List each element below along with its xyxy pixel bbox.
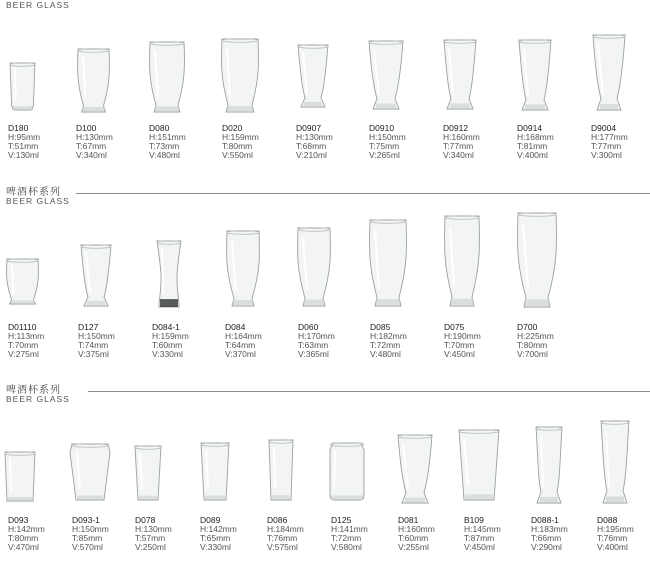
product-label-d020 xyxy=(222,124,259,160)
product-spec-h: H:141mm xyxy=(331,524,368,534)
product-spec-t: T:60mm xyxy=(398,533,429,543)
glass-image-d700 xyxy=(516,213,558,307)
product-spec-v: V:290ml xyxy=(531,542,562,552)
product-spec-t: T:76mm xyxy=(267,533,298,543)
product-label-d125 xyxy=(331,516,368,552)
product-spec-v: V:340ml xyxy=(76,150,107,160)
product-spec-t: T:72mm xyxy=(370,340,401,350)
glass-image-d093-1 xyxy=(70,444,110,500)
product-spec-t: T:77mm xyxy=(443,141,474,151)
product-spec-h: H:183mm xyxy=(531,524,568,534)
product-label-d084-1 xyxy=(152,323,189,359)
product-code: D060 xyxy=(298,322,319,332)
product-spec-h: H:160mm xyxy=(398,524,435,534)
product-code: D01110 xyxy=(8,322,37,332)
product-code: D084-1 xyxy=(152,322,180,332)
product-spec-v: V:470ml xyxy=(8,542,39,552)
glass-image-d100 xyxy=(76,49,111,112)
product-label-d01110 xyxy=(8,323,44,359)
product-code: D0912 xyxy=(443,123,469,133)
glass-image-b109 xyxy=(457,430,501,500)
product-spec-v: V:575ml xyxy=(267,542,298,552)
product-code: D127 xyxy=(78,322,99,332)
product-spec-t: T:65mm xyxy=(200,533,231,543)
glass-image-d081 xyxy=(396,435,434,503)
glass-image-d020 xyxy=(220,39,260,112)
glass-image-d085 xyxy=(368,220,408,306)
product-spec-h: H:159mm xyxy=(152,331,189,341)
glass-image-d086 xyxy=(267,440,295,500)
product-code: D084 xyxy=(225,322,246,332)
glass-image-d093 xyxy=(3,452,37,501)
product-spec-h: H:184mm xyxy=(267,524,304,534)
product-label-d060 xyxy=(298,323,335,359)
glass-image-d01110 xyxy=(5,259,40,304)
product-spec-t: T:75mm xyxy=(369,141,400,151)
glass-image-d9004 xyxy=(591,35,627,110)
product-label-d085 xyxy=(370,323,407,359)
product-spec-h: H:150mm xyxy=(369,132,406,142)
product-spec-v: V:330ml xyxy=(200,542,231,552)
product-spec-v: V:255ml xyxy=(398,542,429,552)
product-spec-h: H:164mm xyxy=(225,331,262,341)
product-code: D075 xyxy=(444,322,465,332)
product-spec-h: H:95mm xyxy=(8,132,41,142)
product-spec-t: T:80mm xyxy=(8,533,39,543)
product-spec-h: H:145mm xyxy=(464,524,501,534)
product-spec-h: H:142mm xyxy=(200,524,237,534)
glass-image-d084-1 xyxy=(155,241,183,307)
product-code: D700 xyxy=(517,322,538,332)
product-label-d700 xyxy=(517,323,554,359)
product-spec-h: H:151mm xyxy=(149,132,186,142)
product-spec-t: T:80mm xyxy=(517,340,548,350)
product-label-d088-1 xyxy=(531,516,568,552)
product-spec-v: V:265ml xyxy=(369,150,400,160)
section-3-title-en: BEER GLASS xyxy=(6,394,70,404)
product-code: D180 xyxy=(8,123,29,133)
product-label-d081 xyxy=(398,516,435,552)
product-label-d9004 xyxy=(591,124,628,160)
product-spec-t: T:73mm xyxy=(149,141,180,151)
product-spec-h: H:177mm xyxy=(591,132,628,142)
glass-image-d084 xyxy=(225,231,261,306)
section-2-divider xyxy=(76,193,650,194)
product-code: B109 xyxy=(464,515,484,525)
glass-image-d088 xyxy=(599,421,631,503)
product-label-d089 xyxy=(200,516,237,552)
section-2-title-en: BEER GLASS xyxy=(6,196,70,206)
glass-image-d180 xyxy=(8,63,37,110)
product-code: D125 xyxy=(331,515,352,525)
product-spec-v: V:210ml xyxy=(296,150,327,160)
product-label-d0914 xyxy=(517,124,554,160)
product-spec-v: V:550ml xyxy=(222,150,253,160)
section-1-title-en: BEER GLASS xyxy=(6,0,70,10)
section-3-divider xyxy=(88,391,650,392)
product-spec-v: V:450ml xyxy=(464,542,495,552)
product-code: D093-1 xyxy=(72,515,100,525)
product-spec-v: V:400ml xyxy=(597,542,628,552)
product-spec-t: T:80mm xyxy=(222,141,253,151)
glass-image-d080 xyxy=(148,42,186,112)
product-spec-t: T:72mm xyxy=(331,533,362,543)
glass-image-d089 xyxy=(199,443,231,500)
glass-image-d060 xyxy=(296,228,332,306)
product-spec-t: T:70mm xyxy=(8,340,39,350)
product-code: D0914 xyxy=(517,123,543,133)
product-spec-t: T:64mm xyxy=(225,340,256,350)
product-spec-h: H:113mm xyxy=(8,331,45,341)
product-label-d180 xyxy=(8,124,40,160)
product-code: D081 xyxy=(398,515,419,525)
product-spec-h: H:190mm xyxy=(444,331,481,341)
product-spec-v: V:370ml xyxy=(225,349,256,359)
glass-image-d0914 xyxy=(517,40,553,110)
product-label-d093 xyxy=(8,516,45,552)
product-spec-v: V:450ml xyxy=(444,349,475,359)
product-spec-v: V:250ml xyxy=(135,542,166,552)
product-spec-h: H:170mm xyxy=(298,331,335,341)
product-spec-t: T:81mm xyxy=(517,141,548,151)
product-code: D085 xyxy=(370,322,391,332)
product-spec-t: T:60mm xyxy=(152,340,183,350)
product-label-d075 xyxy=(444,323,481,359)
product-spec-t: T:70mm xyxy=(444,340,475,350)
product-spec-v: V:400ml xyxy=(517,150,548,160)
product-spec-t: T:51mm xyxy=(8,141,39,151)
glass-image-d0912 xyxy=(442,40,478,109)
product-spec-v: V:700ml xyxy=(517,349,548,359)
product-spec-t: T:74mm xyxy=(78,340,109,350)
product-spec-t: T:67mm xyxy=(76,141,107,151)
product-code: D078 xyxy=(135,515,156,525)
product-code: D086 xyxy=(267,515,288,525)
product-code: D0907 xyxy=(296,123,322,133)
product-spec-v: V:330ml xyxy=(152,349,183,359)
product-spec-t: T:85mm xyxy=(72,533,103,543)
product-label-d127 xyxy=(78,323,115,359)
product-spec-h: H:160mm xyxy=(443,132,480,142)
product-spec-t: T:87mm xyxy=(464,533,495,543)
product-spec-t: T:68mm xyxy=(296,141,327,151)
product-label-d0910 xyxy=(369,124,406,160)
product-code: D088-1 xyxy=(531,515,559,525)
product-label-d0912 xyxy=(443,124,480,160)
product-code: D080 xyxy=(149,123,170,133)
glass-image-d078 xyxy=(133,446,163,500)
product-spec-h: H:150mm xyxy=(72,524,109,534)
product-spec-v: V:580ml xyxy=(331,542,362,552)
glass-image-d0907 xyxy=(296,45,330,107)
product-spec-h: H:130mm xyxy=(296,132,333,142)
product-spec-t: T:57mm xyxy=(135,533,166,543)
product-spec-v: V:340ml xyxy=(443,150,474,160)
product-spec-t: T:76mm xyxy=(597,533,628,543)
product-spec-h: H:182mm xyxy=(370,331,407,341)
product-spec-v: V:275ml xyxy=(8,349,39,359)
product-code: D089 xyxy=(200,515,221,525)
product-label-d086 xyxy=(267,516,304,552)
product-label-d100 xyxy=(76,124,113,160)
glass-image-d088-1 xyxy=(534,427,564,503)
product-spec-t: T:66mm xyxy=(531,533,562,543)
product-spec-v: V:480ml xyxy=(149,150,180,160)
product-spec-t: T:63mm xyxy=(298,340,329,350)
product-spec-h: H:195mm xyxy=(597,524,634,534)
product-label-d084 xyxy=(225,323,262,359)
product-code: D0910 xyxy=(369,123,395,133)
section-2-title-cn: 啤酒杯系列 xyxy=(6,187,61,198)
product-label-d078 xyxy=(135,516,172,552)
product-spec-h: H:142mm xyxy=(8,524,45,534)
product-code: D088 xyxy=(597,515,618,525)
product-spec-h: H:168mm xyxy=(517,132,554,142)
product-spec-t: T:77mm xyxy=(591,141,622,151)
product-spec-h: H:150mm xyxy=(78,331,115,341)
product-spec-v: V:480ml xyxy=(370,349,401,359)
product-spec-h: H:130mm xyxy=(135,524,172,534)
glass-image-d0910 xyxy=(367,41,405,109)
product-spec-v: V:130ml xyxy=(8,150,39,160)
product-code: D9004 xyxy=(591,123,617,133)
glass-image-d125 xyxy=(328,443,366,500)
product-spec-v: V:570ml xyxy=(72,542,103,552)
product-spec-v: V:375ml xyxy=(78,349,109,359)
glass-image-d075 xyxy=(443,216,481,306)
product-label-d080 xyxy=(149,124,186,160)
section-3-title-cn: 啤酒杯系列 xyxy=(6,385,61,396)
product-spec-v: V:300ml xyxy=(591,150,622,160)
product-label-d088 xyxy=(597,516,634,552)
product-spec-h: H:130mm xyxy=(76,132,113,142)
product-code: D100 xyxy=(76,123,97,133)
product-spec-h: H:225mm xyxy=(517,331,554,341)
product-label-d0907 xyxy=(296,124,333,160)
product-code: D020 xyxy=(222,123,243,133)
product-spec-h: H:159mm xyxy=(222,132,259,142)
product-label-d093-1 xyxy=(72,516,109,552)
glass-image-d127 xyxy=(79,245,113,306)
product-label-b109 xyxy=(464,516,501,552)
product-spec-v: V:365ml xyxy=(298,349,329,359)
product-code: D093 xyxy=(8,515,29,525)
